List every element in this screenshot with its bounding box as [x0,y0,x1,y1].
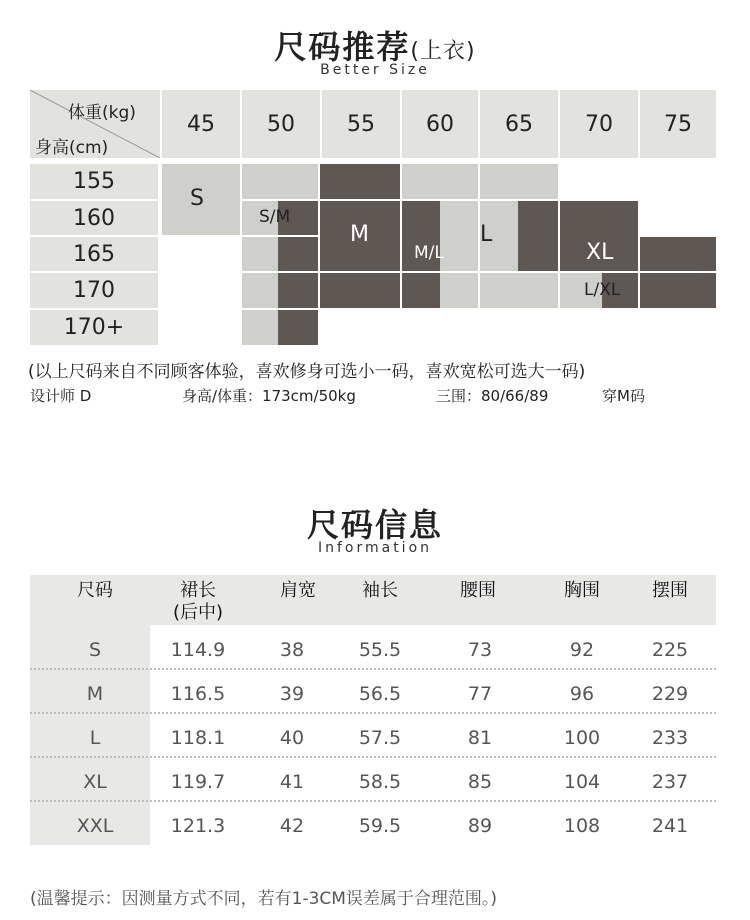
size-info-title: 尺码信息 [306,506,443,544]
table-cell: 116.5 [170,683,226,705]
table-cell: XL [83,771,107,793]
table-cell: 40 [279,727,305,749]
info-header: 裙长 (后中) [172,580,224,623]
table-cell: 81 [467,727,493,749]
table-cell: 92 [569,639,595,661]
size-recommend-subtitle: Better Size [320,62,430,78]
table-cell: 104 [563,771,601,793]
size-label-lxl: L/XL [584,280,621,300]
table-cell: 58.5 [358,771,402,793]
size-info-subtitle: Information [317,540,433,556]
table-cell: M [86,683,104,705]
height-label: 160 [30,201,158,235]
table-cell: 241 [651,815,689,837]
table-cell: S [88,639,102,661]
table-cell: 119.7 [170,771,226,793]
designer-size: 穿M码 [602,387,645,405]
table-cell: 56.5 [358,683,402,705]
corner-height-label: 身高(cm) [35,138,109,158]
table-cell: 96 [569,683,595,705]
table-cell: 57.5 [358,727,402,749]
table-cell: 42 [279,815,305,837]
row-divider [30,800,716,802]
weight-header: 45 [187,111,215,137]
height-label: 155 [30,164,158,199]
info-header: 肩宽 [280,580,316,601]
size-recommend-title-paren: (上衣) [410,39,476,64]
table-cell: 100 [563,727,601,749]
weight-header: 60 [426,111,454,137]
size-label-l: L [480,222,493,247]
table-cell: L [89,727,101,749]
table-cell: 121.3 [170,815,226,837]
table-cell: 55.5 [358,639,402,661]
table-cell: 118.1 [170,727,226,749]
table-cell: 114.9 [170,639,226,661]
table-cell: 108 [563,815,601,837]
table-cell: 59.5 [358,815,402,837]
table-cell: 38 [279,639,305,661]
size-label-xl: XL [586,240,614,265]
table-cell: 73 [467,639,493,661]
table-cell: 229 [651,683,689,705]
size-recommend-title-main: 尺码推荐 [274,28,411,66]
info-header: 袖长 [362,580,398,601]
height-label: 165 [30,237,158,271]
size-label-m: M [350,222,369,247]
weight-header: 55 [347,111,375,137]
size-label-ml: M/L [414,243,444,263]
row-divider [30,668,716,670]
weight-header: 70 [585,111,613,137]
info-header: 摆围 [652,580,688,601]
designer-label: 设计师 D [30,387,92,405]
weight-header: 75 [664,111,692,137]
table-cell: XXL [76,815,114,837]
table-cell: 237 [651,771,689,793]
table-cell: 41 [279,771,305,793]
height-label: 170+ [30,310,158,345]
table-cell: 85 [467,771,493,793]
height-label: 170 [30,273,158,308]
table-cell: 233 [651,727,689,749]
corner-weight-label: 体重(kg) [68,103,136,123]
fit-note: (以上尺码来自不同顾客体验，喜欢修身可选小一码，喜欢宽松可选大一码) [28,362,586,382]
weight-header: 65 [505,111,533,137]
row-divider [30,756,716,758]
table-cell: 39 [279,683,305,705]
info-header: 腰围 [460,580,496,601]
designer-measurements: 三围：80/66/89 [436,387,549,405]
designer-height-weight: 身高/体重：173cm/50kg [182,387,356,405]
info-header: 胸围 [564,580,600,601]
table-cell: 89 [467,815,493,837]
info-header: 尺码 [77,580,113,601]
weight-header: 50 [267,111,295,137]
size-label-s: S [190,186,204,211]
table-cell: 77 [467,683,493,705]
table-cell: 225 [651,639,689,661]
size-label-sm: S/M [259,207,291,227]
row-divider [30,712,716,714]
measurement-note: (温馨提示：因测量方式不同，若有1-3CM误差属于合理范围。) [30,889,498,909]
